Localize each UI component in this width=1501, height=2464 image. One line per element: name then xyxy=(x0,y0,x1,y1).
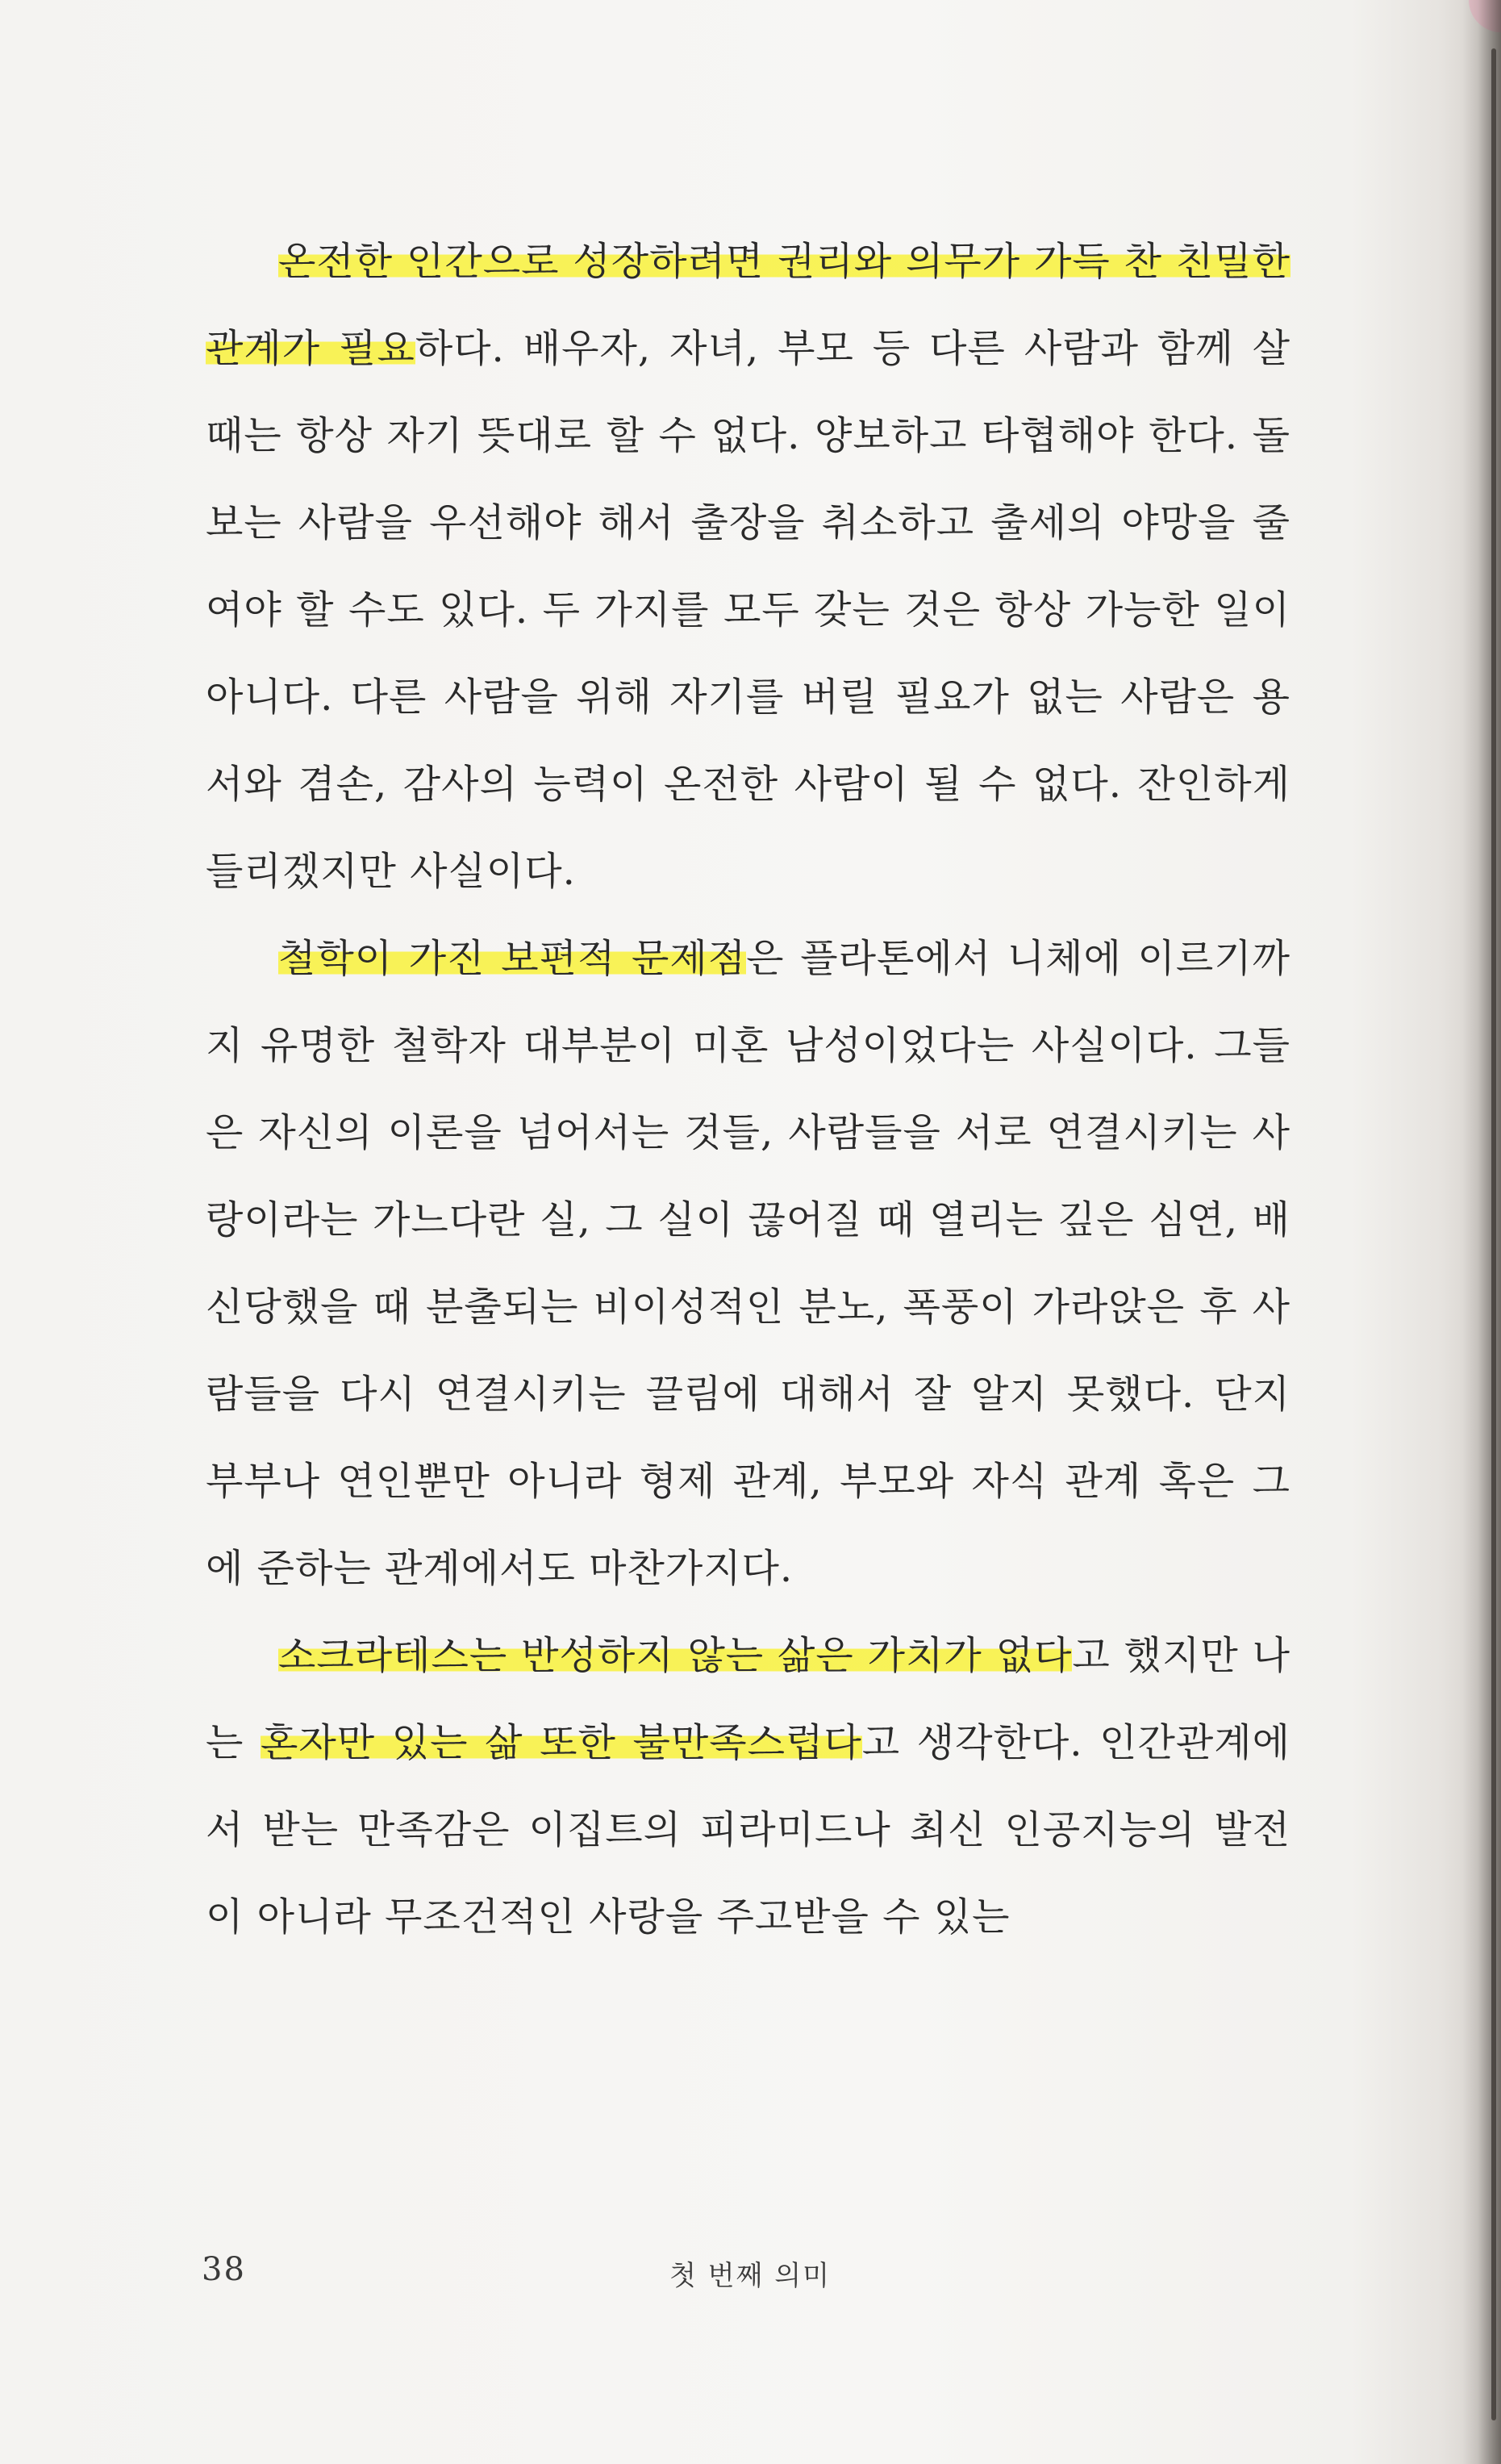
paragraph-1 xyxy=(206,218,1290,915)
body-text-segment: 하다. 배우자, 자녀, 부모 등 다른 사람과 함께 살 때는 항상 자기 뜻대로 할 수 없다. 양보하고 타협해야 한다. 돌보는 사람을 우선해야 해서 출장을 취소하고 출세의 야망을 줄여야 할 수도 있다. 두 가지를 모두 갖는 것은 항상 가능한 일이 아니다. 다른 사람을 위해 자기를 버릴 필요가 없는 사람은 용서와 겸손, 감사의 능력이 온전한 사람이 될 수 없다. 잔인하게 들리겠지만 사실이다. xyxy=(206,326,1290,894)
page-number: 38 xyxy=(202,2251,246,2288)
body-text-segment: 고 생각한다. 인간관계에서 받는 만족감은 이집트의 피라미드나 최신 인공지능의 발전이 아니라 무조건적인 사랑을 주고받을 수 있는 xyxy=(206,1720,1290,1940)
paragraph-3 xyxy=(206,1612,1290,1961)
highlighted-text: 철학이 가진 보편적 문제점 xyxy=(278,936,747,981)
body-text-segment: 은 플라톤에서 니체에 이르기까지 유명한 철학자 대부분이 미혼 남성이었다는 사실이다. 그들은 자신의 이론을 넘어서는 것들, 사람들을 서로 연결시키는 사랑이라는 가느다란 실, 그 실이 끊어질 때 열리는 깊은 심연, 배신당했을 때 분출되는 비이성적인 분노, 폭풍이 가라앉은 후 사람들을 다시 연결시키는 끌림에 대해서 잘 알지 못했다. 단지 부부나 연인뿐만 아니라 형제 관계, 부모와 자식 관계 혹은 그에 준하는 관계에서도 마찬가지다. xyxy=(206,936,1291,1591)
paragraph-2 xyxy=(206,915,1290,1612)
body-text xyxy=(206,218,1290,1961)
body-text-segment: 고 했지만 나는 xyxy=(206,1633,1290,1765)
spine-edge xyxy=(1491,48,1496,2420)
highlighted-text: 소크라테스는 반성하지 않는 삶은 가치가 없다 xyxy=(278,1633,1073,1678)
highlighted-text: 혼자만 있는 삶 또한 불만족스럽다 xyxy=(261,1720,862,1765)
highlighted-text: 온전한 인간으로 성장하려면 권리와 의무가 가득 찬 친밀한 관계가 필요 xyxy=(206,239,1290,371)
chapter-title: 첫 번째 의미 xyxy=(669,2260,831,2292)
